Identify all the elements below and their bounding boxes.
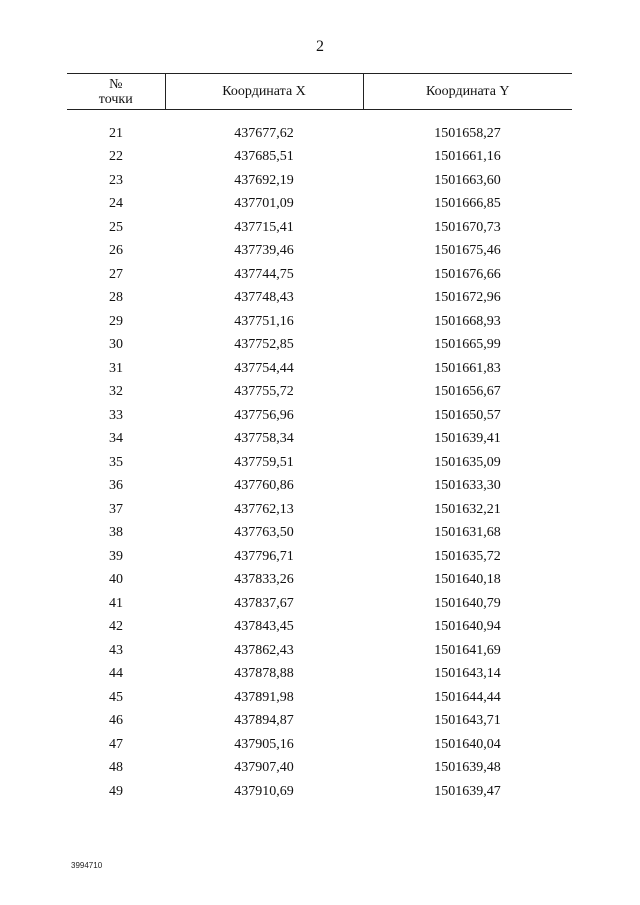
coordinate-y-cell: 1501632,21 (434, 501, 501, 517)
point-number-cell: 26 (109, 243, 123, 259)
coordinate-x-cell: 437763,50 (234, 525, 294, 541)
coordinate-y-cell: 1501639,41 (434, 431, 501, 447)
header-number-sign: № (109, 76, 123, 92)
coordinate-y-cell: 1501635,72 (434, 548, 501, 564)
point-number-cell: 35 (109, 454, 123, 470)
table-row (67, 334, 572, 358)
coordinate-x-cell: 437910,69 (234, 783, 294, 799)
table-row (67, 216, 572, 240)
table-body (67, 110, 572, 804)
table-row (67, 545, 572, 569)
coordinate-y-cell: 1501670,73 (434, 219, 501, 235)
point-number-cell: 33 (109, 407, 123, 423)
point-number-cell: 28 (109, 290, 123, 306)
point-number-cell: 24 (109, 196, 123, 212)
coordinate-x-cell: 437692,19 (234, 172, 294, 188)
point-number-cell: 46 (109, 713, 123, 729)
coordinate-x-cell: 437756,96 (234, 407, 294, 423)
point-number-cell: 42 (109, 619, 123, 635)
point-number-cell: 37 (109, 501, 123, 517)
coordinate-x-cell: 437755,72 (234, 384, 294, 400)
point-number-cell: 32 (109, 384, 123, 400)
table-row (67, 169, 572, 193)
point-number-cell: 22 (109, 149, 123, 165)
header-row (67, 74, 572, 110)
coordinate-y-cell: 1501661,83 (434, 360, 501, 376)
coordinate-y-cell: 1501640,18 (434, 572, 501, 588)
coordinate-x-cell: 437762,13 (234, 501, 294, 517)
point-number-cell: 47 (109, 736, 123, 752)
table-row (67, 475, 572, 499)
coordinate-y-cell: 1501672,96 (434, 290, 501, 306)
coordinate-x-cell: 437891,98 (234, 689, 294, 705)
coordinate-y-cell: 1501641,69 (434, 642, 501, 658)
header-coordinate-y: Координата Y (363, 74, 572, 110)
coordinate-y-cell: 1501661,16 (434, 149, 501, 165)
table-row (67, 592, 572, 616)
header-point-label: точки (98, 91, 133, 107)
coordinate-x-cell: 437760,86 (234, 478, 294, 494)
coordinate-x-cell: 437894,87 (234, 713, 294, 729)
table-row (67, 686, 572, 710)
coordinate-x-cell: 437744,75 (234, 266, 294, 282)
coordinate-y-cell: 1501644,44 (434, 689, 501, 705)
header-spacer (67, 110, 572, 123)
point-number-cell: 27 (109, 266, 123, 282)
point-number-cell: 31 (109, 360, 123, 376)
coordinate-x-cell: 437905,16 (234, 736, 294, 752)
table-row (67, 522, 572, 546)
coordinate-y-cell: 1501666,85 (434, 196, 501, 212)
table-row (67, 357, 572, 381)
coordinate-y-cell: 1501676,66 (434, 266, 501, 282)
coordinate-x-cell: 437796,71 (234, 548, 294, 564)
point-number-cell: 25 (109, 219, 123, 235)
point-number-cell: 36 (109, 478, 123, 494)
coordinate-x-cell: 437878,88 (234, 666, 294, 682)
table-row (67, 381, 572, 405)
point-number-cell: 30 (109, 337, 123, 353)
coordinate-y-cell: 1501668,93 (434, 313, 501, 329)
coordinate-x-cell: 437685,51 (234, 149, 294, 165)
page-number: 2 (316, 38, 324, 55)
table-row (67, 639, 572, 663)
coordinate-x-cell: 437748,43 (234, 290, 294, 306)
point-number-cell: 34 (109, 431, 123, 447)
coordinate-x-cell: 437837,67 (234, 595, 294, 611)
coordinate-x-cell: 437739,46 (234, 243, 294, 259)
coordinate-x-cell: 437758,34 (234, 431, 294, 447)
coordinate-y-cell: 1501675,46 (434, 243, 501, 259)
coordinate-y-cell: 1501665,99 (434, 337, 501, 353)
point-number-cell: 23 (109, 172, 123, 188)
coordinate-x-cell: 437754,44 (234, 360, 294, 376)
coordinate-y-cell: 1501643,71 (434, 713, 501, 729)
coordinate-x-cell: 437862,43 (234, 642, 294, 658)
coordinate-x-cell: 437715,41 (234, 219, 294, 235)
coordinate-y-cell: 1501640,94 (434, 619, 501, 635)
point-number-cell: 40 (109, 572, 123, 588)
document-code: 3994710 (71, 861, 103, 870)
coordinate-x-cell: 437833,26 (234, 572, 294, 588)
table-row (67, 428, 572, 452)
point-number-cell: 38 (109, 525, 123, 541)
table-row (67, 287, 572, 311)
table-row (67, 404, 572, 428)
coordinate-y-cell: 1501640,04 (434, 736, 501, 752)
coordinate-y-cell: 1501633,30 (434, 478, 501, 494)
coordinate-x-cell: 437677,62 (234, 125, 294, 141)
point-number-cell: 39 (109, 548, 123, 564)
point-number-cell: 48 (109, 760, 123, 776)
coordinate-x-cell: 437752,85 (234, 337, 294, 353)
coordinate-y-cell: 1501663,60 (434, 172, 501, 188)
coordinate-x-cell: 437907,40 (234, 760, 294, 776)
coordinates-table (67, 73, 572, 804)
table-row (67, 616, 572, 640)
coordinate-x-cell: 437751,16 (234, 313, 294, 329)
point-number-cell: 43 (109, 642, 123, 658)
coordinate-y-cell: 1501658,27 (434, 125, 501, 141)
coordinate-y-cell: 1501635,09 (434, 454, 501, 470)
point-number-cell: 29 (109, 313, 123, 329)
coordinate-x-cell: 437701,09 (234, 196, 294, 212)
table-row (67, 122, 572, 146)
coordinate-y-cell: 1501639,48 (434, 760, 501, 776)
point-number-cell: 49 (109, 783, 123, 799)
coordinate-y-cell: 1501639,47 (434, 783, 501, 799)
table-row (67, 663, 572, 687)
table-row (67, 498, 572, 522)
coordinate-x-cell: 437843,45 (234, 619, 294, 635)
coordinate-y-cell: 1501650,57 (434, 407, 501, 423)
point-number-cell: 44 (109, 666, 123, 682)
point-number-cell: 41 (109, 595, 123, 611)
table-row (67, 757, 572, 781)
point-number-cell: 45 (109, 689, 123, 705)
table-row (67, 733, 572, 757)
table-row (67, 710, 572, 734)
table-row (67, 193, 572, 217)
header-point-number (67, 74, 165, 110)
coordinate-x-cell: 437759,51 (234, 454, 294, 470)
table-row (67, 240, 572, 264)
header-coordinate-x: Координата X (165, 74, 363, 110)
coordinate-y-cell: 1501631,68 (434, 525, 501, 541)
table-row (67, 310, 572, 334)
coordinate-y-cell: 1501643,14 (434, 666, 501, 682)
coordinate-y-cell: 1501640,79 (434, 595, 501, 611)
table-row (67, 451, 572, 475)
table-row (67, 263, 572, 287)
table-row (67, 569, 572, 593)
table-row (67, 146, 572, 170)
table-row (67, 780, 572, 804)
table-header (67, 74, 572, 110)
point-number-cell: 21 (109, 125, 123, 141)
coordinate-y-cell: 1501656,67 (434, 384, 501, 400)
